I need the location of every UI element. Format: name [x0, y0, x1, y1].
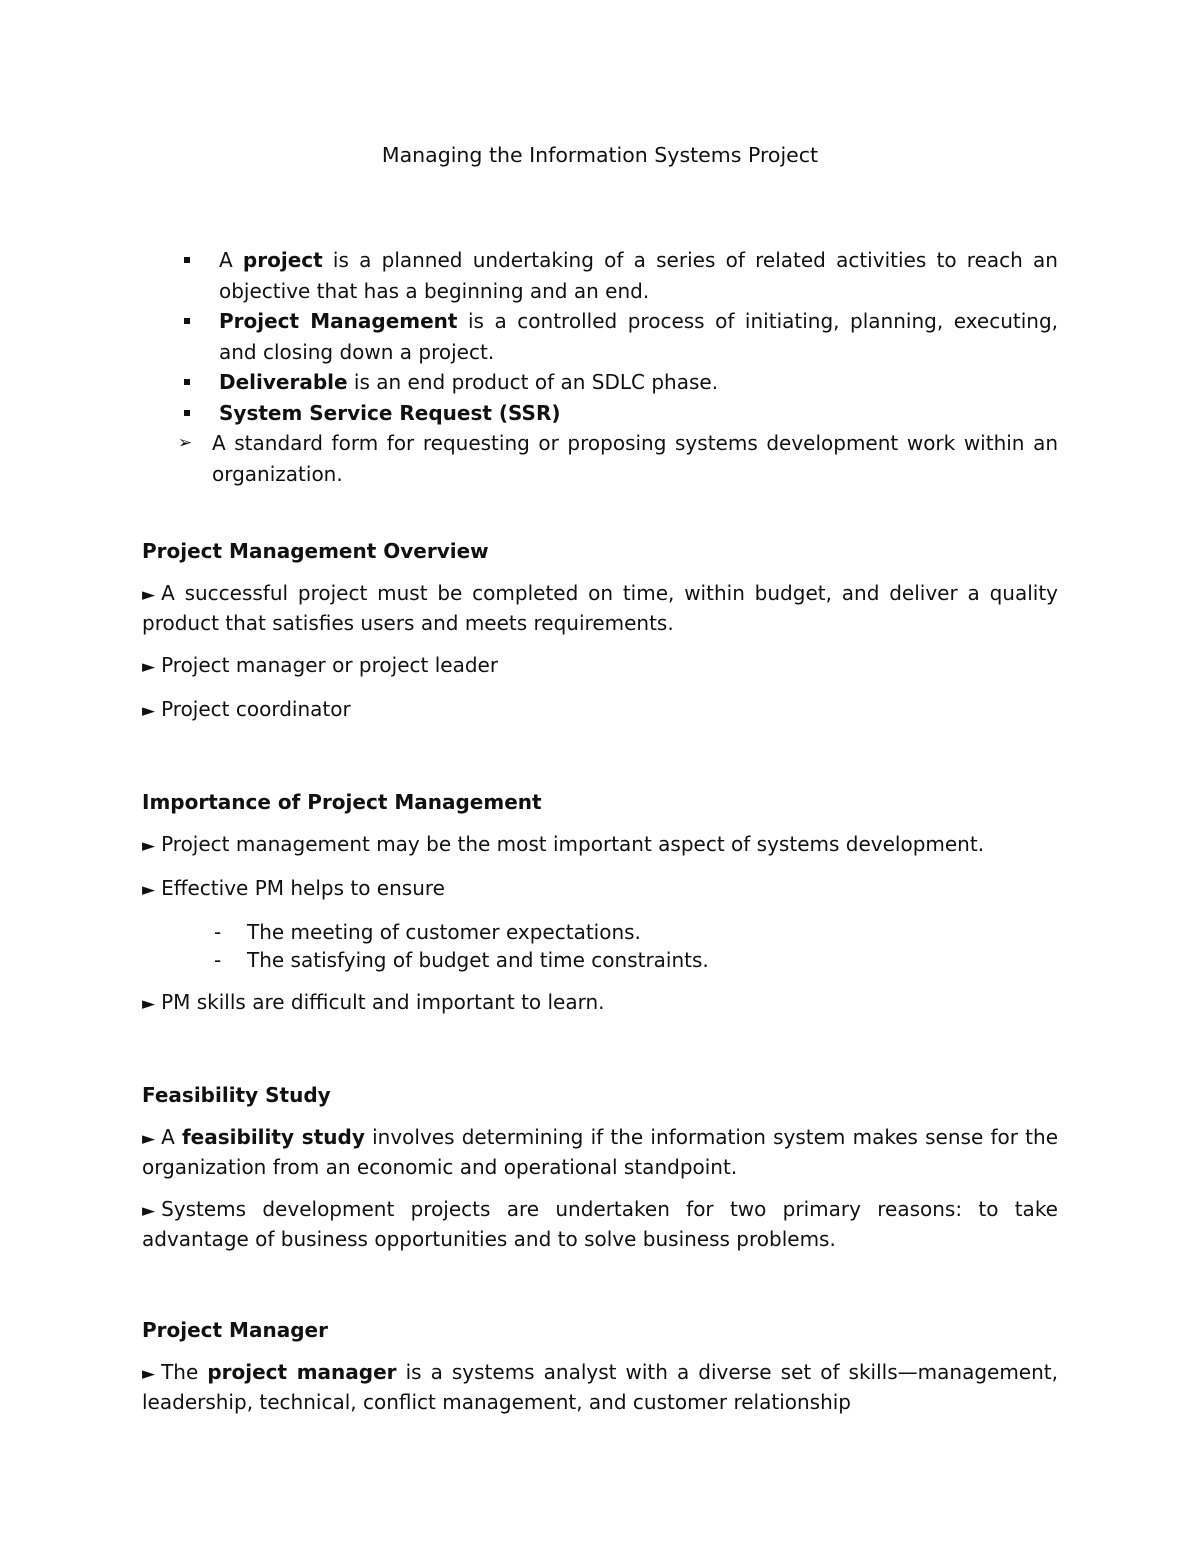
- triangle-bullet-icon: ►: [142, 1129, 156, 1149]
- section-heading: Feasibility Study: [142, 1083, 331, 1107]
- square-bullet-icon: [184, 410, 190, 416]
- dash-item: - The satisfying of budget and time constraints.: [214, 948, 709, 972]
- section-project-manager: [142, 1315, 1058, 1416]
- triangle-bullet-icon: ►: [142, 994, 156, 1014]
- triangle-bullet-icon: ►: [142, 1364, 156, 1384]
- term-feasibility-study: feasibility study: [181, 1125, 365, 1149]
- ssr-sub-list: [142, 428, 1058, 489]
- intro-item-deliverable: Deliverable is an end product of an SDLC phase.: [142, 367, 1058, 398]
- manager-paragraph: ► The project manager is a systems analyst with a diverse set of skills—management, leadership, technical, conflict management, and customer relationship: [142, 1360, 1058, 1414]
- overview-paragraph: ► A successful project must be completed on time, within budget, and deliver a quality product that satisfies users and meets requirements.: [142, 581, 1058, 635]
- dash-bullet-icon: -: [214, 920, 222, 944]
- triangle-bullet-icon: ►: [142, 585, 156, 605]
- importance-paragraph: ► PM skills are difficult and important to learn.: [142, 988, 1058, 1018]
- term-ssr: System Service Request (SSR): [219, 400, 561, 425]
- section-overview: [142, 536, 1058, 725]
- intro-item-ssr: [142, 398, 1058, 490]
- section-heading: Importance of Project Management: [142, 790, 542, 814]
- dash-item: - The meeting of customer expectations.: [214, 920, 641, 944]
- triangle-bullet-icon: ►: [142, 657, 156, 677]
- term-project-management: Project Management: [219, 309, 458, 333]
- page-title: Managing the Information Systems Project: [381, 143, 819, 167]
- intro-item-project-management: Project Management is a controlled process of initiating, planning, executing, and closing down a project.: [142, 306, 1058, 367]
- term-project: project: [242, 248, 323, 272]
- term-project-manager: project manager: [207, 1360, 397, 1384]
- feasibility-paragraph: ► Systems development projects are undertaken for two primary reasons: to take advantage of business opportunities and to solve business problems.: [142, 1197, 1058, 1251]
- intro-bullet-list: [142, 245, 1058, 489]
- section-heading: Project Manager: [142, 1318, 328, 1342]
- triangle-bullet-icon: ►: [142, 701, 156, 721]
- document-body: [142, 140, 1058, 1430]
- importance-dash-list: [142, 918, 1058, 974]
- overview-paragraph: ► Project coordinator: [142, 695, 1058, 725]
- dash-bullet-icon: -: [214, 948, 222, 972]
- arrow-bullet-icon: ➢: [178, 433, 193, 453]
- section-importance: [142, 787, 1058, 1018]
- section-heading: Project Management Overview: [142, 539, 489, 563]
- importance-paragraph: ► Effective PM helps to ensure: [142, 874, 1058, 904]
- triangle-bullet-icon: ►: [142, 880, 156, 900]
- intro-item-project: A project is a planned undertaking of a series of related activities to reach an objective that has a beginning and an end.: [142, 245, 1058, 306]
- feasibility-paragraph: ► A feasibility study involves determining if the information system makes sense for the organization from an economic and operational standpoint.: [142, 1125, 1059, 1179]
- term-deliverable: Deliverable: [219, 370, 348, 394]
- triangle-bullet-icon: ►: [142, 836, 156, 856]
- importance-paragraph: ► Project management may be the most important aspect of systems development.: [142, 830, 1058, 860]
- square-bullet-icon: [184, 318, 190, 324]
- section-feasibility: [142, 1080, 1058, 1253]
- square-bullet-icon: [184, 257, 190, 263]
- overview-paragraph: ► Project manager or project leader: [142, 651, 1058, 681]
- ssr-definition: ➢ A standard form for requesting or proposing systems development work within an organization.: [142, 428, 1058, 489]
- square-bullet-icon: [184, 379, 190, 385]
- triangle-bullet-icon: ►: [142, 1201, 156, 1221]
